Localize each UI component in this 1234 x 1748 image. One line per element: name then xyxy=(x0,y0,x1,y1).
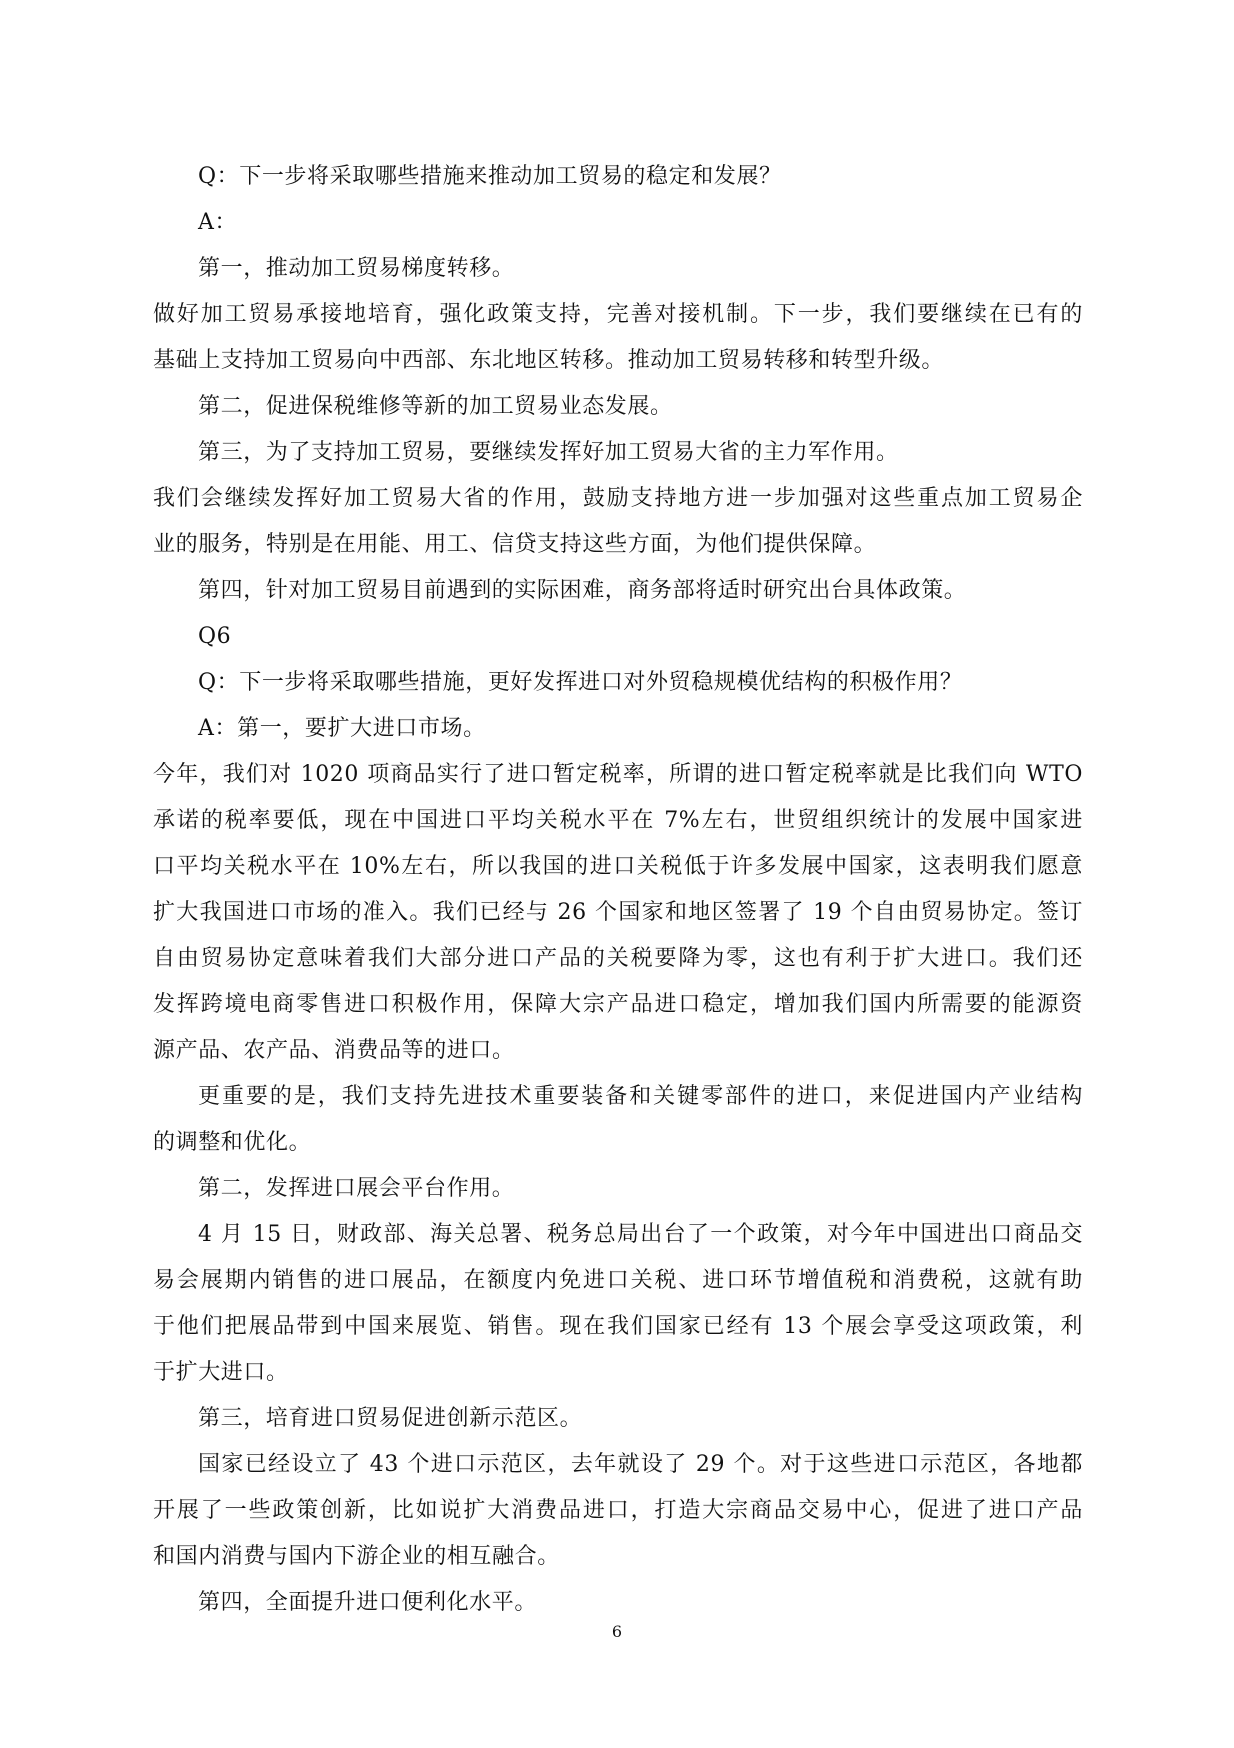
text-line: 易会展期内销售的进口展品，在额度内免进口关税、进口环节增值税和消费税，这就有助 xyxy=(153,1268,1083,1293)
text-line: 源产品、农产品、消费品等的进口。 xyxy=(153,1038,515,1063)
text-line: A：第一，要扩大进口市场。 xyxy=(198,716,486,741)
text-line: 和国内消费与国内下游企业的相互融合。 xyxy=(153,1544,560,1569)
text-line: 第三，为了支持加工贸易，要继续发挥好加工贸易大省的主力军作用。 xyxy=(198,440,899,465)
text-line: Q6 xyxy=(198,624,232,649)
body-text xyxy=(153,154,1083,1626)
text-line: 开展了一些政策创新，比如说扩大消费品进口，打造大宗商品交易中心，促进了进口产品 xyxy=(153,1498,1083,1523)
text-line: 做好加工贸易承接地培育，强化政策支持，完善对接机制。下一步，我们要继续在已有的 xyxy=(153,302,1083,327)
text-line: 更重要的是，我们支持先进技术重要装备和关键零部件的进口，来促进国内产业结构 xyxy=(198,1084,1083,1109)
text-line: 发挥跨境电商零售进口积极作用，保障大宗产品进口稳定，增加我们国内所需要的能源资 xyxy=(153,992,1083,1017)
text-line: Q：下一步将采取哪些措施来推动加工贸易的稳定和发展？ xyxy=(198,164,782,189)
text-line: 扩大我国进口市场的准入。我们已经与 26 个国家和地区签署了 19 个自由贸易协定。签订 xyxy=(153,900,1083,925)
text-line: 国家已经设立了 43 个进口示范区，去年就设了 29 个。对于这些进口示范区，各地都 xyxy=(198,1452,1083,1477)
text-line: 第一，推动加工贸易梯度转移。 xyxy=(198,256,515,281)
text-line: 业的服务，特别是在用能、用工、信贷支持这些方面，为他们提供保障。 xyxy=(153,532,877,557)
text-line: Q：下一步将采取哪些措施，更好发挥进口对外贸稳规模优结构的积极作用？ xyxy=(198,670,963,695)
text-line: 第四，全面提升进口便利化水平。 xyxy=(198,1590,538,1615)
page-number: 6 xyxy=(611,1622,623,1641)
text-line: 基础上支持加工贸易向中西部、东北地区转移。推动加工贸易转移和转型升级。 xyxy=(153,348,945,373)
text-line: 于他们把展品带到中国来展览、销售。现在我们国家已经有 13 个展会享受这项政策，利 xyxy=(153,1314,1083,1339)
text-line: 今年，我们对 1020 项商品实行了进口暂定税率，所谓的进口暂定税率就是比我们向 WTO xyxy=(153,762,1083,787)
text-line: 我们会继续发挥好加工贸易大省的作用，鼓励支持地方进一步加强对这些重点加工贸易企 xyxy=(153,486,1083,511)
text-line: 承诺的税率要低，现在中国进口平均关税水平在 7%左右，世贸组织统计的发展中国家进 xyxy=(153,808,1083,833)
text-line: 第三，培育进口贸易促进创新示范区。 xyxy=(198,1406,583,1431)
text-line: 第二，促进保税维修等新的加工贸易业态发展。 xyxy=(198,394,673,419)
text-line: 自由贸易协定意味着我们大部分进口产品的关税要降为零，这也有利于扩大进口。我们还 xyxy=(153,946,1083,971)
text-line: 4 月 15 日，财政部、海关总署、税务总局出台了一个政策，对今年中国进出口商品交 xyxy=(198,1222,1083,1247)
text-line: 第二，发挥进口展会平台作用。 xyxy=(198,1176,515,1201)
text-line: 口平均关税水平在 10%左右，所以我国的进口关税低于许多发展中国家，这表明我们愿意 xyxy=(153,854,1083,879)
text-line: 于扩大进口。 xyxy=(153,1360,289,1385)
text-line: A： xyxy=(198,210,238,235)
text-line: 的调整和优化。 xyxy=(153,1130,312,1155)
text-line: 第四，针对加工贸易目前遇到的实际困难，商务部将适时研究出台具体政策。 xyxy=(198,578,967,603)
